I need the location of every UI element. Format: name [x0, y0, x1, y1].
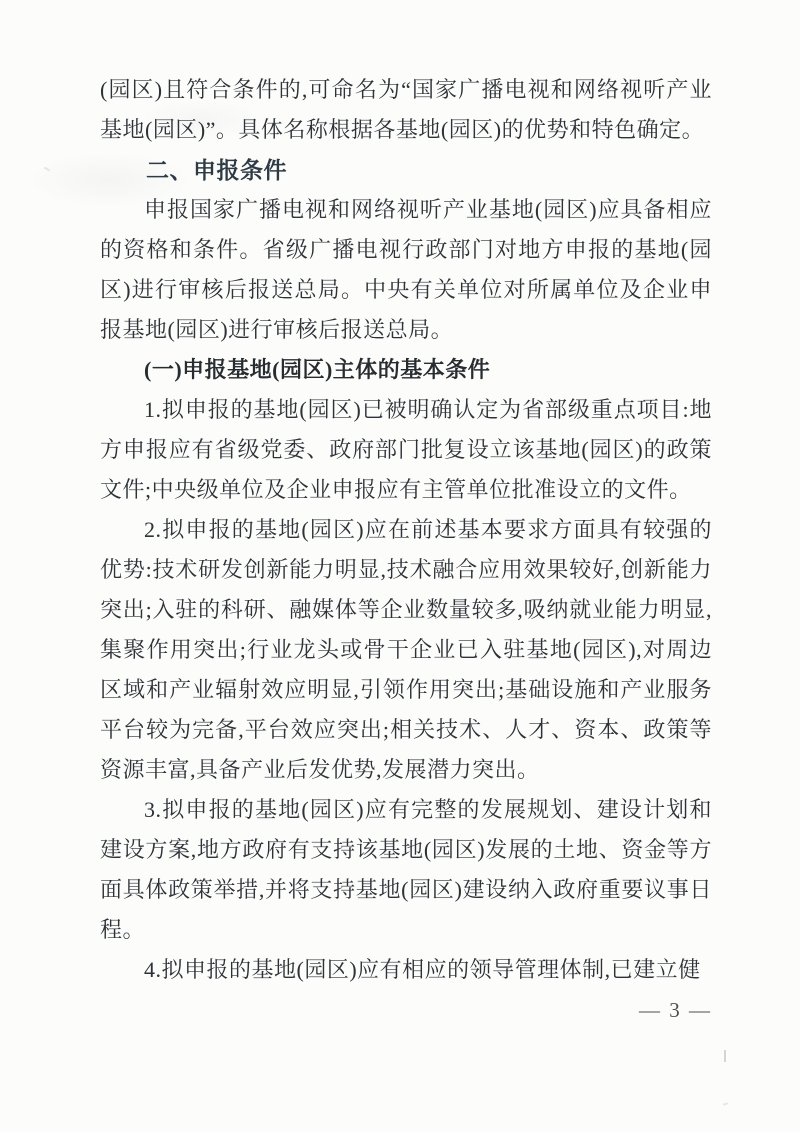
paragraph-application-qualification: 申报国家广播电视和网络视听产业基地(园区)应具备相应的资格和条件。省级广播电视行政部门对地方申报的基地(园区)进行审核后报送总局。中央有关单位对所属单位及企业申报基地(园区)进行审核后报送总局。 [100, 197, 712, 342]
page-number: — 3 — [639, 998, 712, 1022]
paragraph-continuation: (园区)且符合条件的,可命名为“国家广播电视和网络视听产业基地(园区)”。具体名称根据各基地(园区)的优势和特色确定。 [100, 77, 712, 142]
paragraph-item-3: 3.拟申报的基地(园区)应有完整的发展规划、建设计划和建设方案,地方政府有支持该基地(园区)发展的土地、资金等方面具体政策举措,并将支持基地(园区)建设纳入政府重要议事日程。 [100, 797, 712, 942]
scan-artifact-speck [44, 167, 50, 172]
paragraph-item-1: 1.拟申报的基地(园区)已被明确认定为省部级重点项目:地方申报应有省级党委、政府部门批复设立该基地(园区)的政策文件;中央级单位及企业申报应有主管单位批准设立的文件。 [100, 397, 712, 502]
paragraph-item-2: 2.拟申报的基地(园区)应在前述基本要求方面具有较强的优势:技术研发创新能力明显,技术融合应用效果较好,创新能力突出;入驻的科研、融媒体等企业数量较多,吸纳就业能力明显,集聚作用突出;行业龙头或骨干企业已入驻基地(园区),对周边区域和产业辐射效应明显,引领作用突出;基础设施和产业服务平台较为完备,平台效应突出;相关技术、人才、资本、政策等资源丰富,具备产业后发优势,发展潜力突出。 [100, 517, 712, 782]
scan-artifact-speck2 [723, 1102, 728, 1106]
document-content [100, 70, 712, 1030]
paragraph-item-4-truncated: 4.拟申报的基地(园区)应有相应的领导管理体制,已建立健 [144, 957, 701, 982]
section-heading: 二、申报条件 [146, 157, 287, 183]
subsection-heading: (一)申报基地(园区)主体的基本条件 [144, 357, 491, 382]
scan-artifact-dash [724, 1050, 726, 1062]
